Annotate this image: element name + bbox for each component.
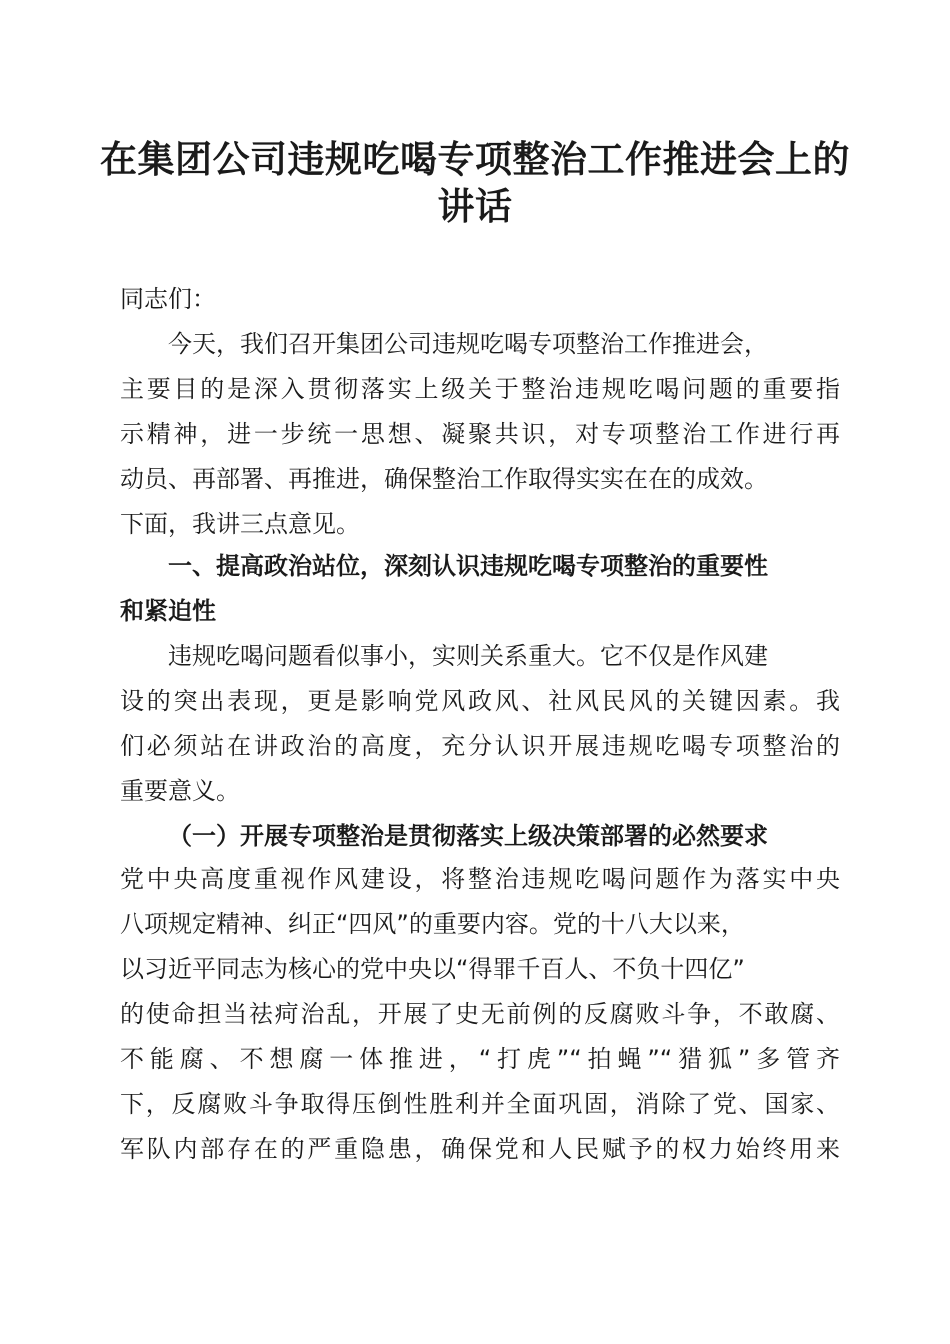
subsection-body-line: 党中央高度重视作风建设，将整治违规吃喝问题作为落实中央 xyxy=(120,865,840,893)
section-body-line: 们必须站在讲政治的高度，充分认识开展违规吃喝专项整治的 xyxy=(120,732,840,760)
intro-line: 下面，我讲三点意见。 xyxy=(120,510,360,538)
salutation: 同志们： xyxy=(120,285,216,313)
section-heading-line: 和紧迫性 xyxy=(120,597,216,625)
intro-line: 今天，我们召开集团公司违规吃喝专项整治工作推进会， xyxy=(168,330,768,358)
subsection-body-line: 不能腐、不想腐一体推进，“打虎”“拍蝇”“猎狐”多管齐 xyxy=(120,1045,840,1073)
intro-line: 动员、再部署、再推进，确保整治工作取得实实在在的成效。 xyxy=(120,465,768,493)
subsection-body-line: 的使命担当祛疴治乱，开展了史无前例的反腐败斗争，不敢腐、 xyxy=(120,1000,840,1028)
subsection-body-line: 军队内部存在的严重隐患，确保党和人民赋予的权力始终用来 xyxy=(120,1135,840,1163)
subsection-body-line: 以习近平同志为核心的党中央以“得罪千百人、不负十四亿” xyxy=(120,955,745,983)
section-body-line: 重要意义。 xyxy=(120,777,240,805)
section-body-line: 设的突出表现，更是影响党风政风、社风民风的关键因素。我 xyxy=(120,687,840,715)
subsection-body-line: 下，反腐败斗争取得压倒性胜利并全面巩固，消除了党、国家、 xyxy=(120,1090,840,1118)
subsection-body-line: 八项规定精神、纠正“四风”的重要内容。党的十八大以来， xyxy=(120,910,745,938)
intro-line: 示精神，进一步统一思想、凝聚共识，对专项整治工作进行再 xyxy=(120,420,840,448)
document-title-line-1: 在集团公司违规吃喝专项整治工作推进会上的 xyxy=(100,137,850,181)
section-heading-line: 一、提高政治站位，深刻认识违规吃喝专项整治的重要性 xyxy=(168,552,768,580)
subsection-heading: （一）开展专项整治是贯彻落实上级决策部署的必然要求 xyxy=(168,822,768,850)
section-body-line: 违规吃喝问题看似事小，实则关系重大。它不仅是作风建 xyxy=(168,642,768,670)
document-title-line-2: 讲话 xyxy=(437,184,513,228)
intro-line: 主要目的是深入贯彻落实上级关于整治违规吃喝问题的重要指 xyxy=(120,375,840,403)
